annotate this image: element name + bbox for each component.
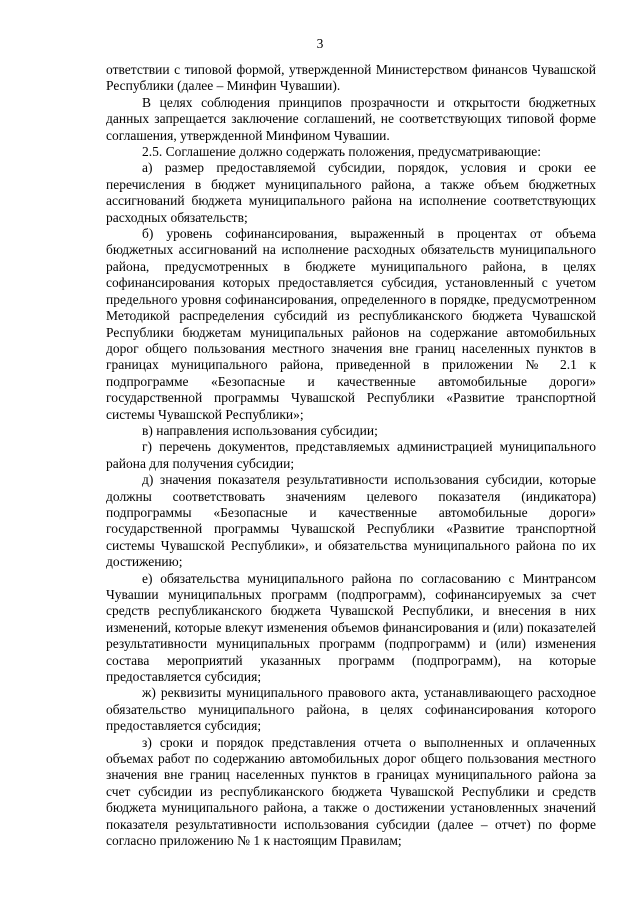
document-body (106, 62, 596, 850)
list-item-d: д) значения показателя результативности использования субсидии, которые должны соответствовать значениям целевого показателя (индикатора) подпрограммы «Безопасные и качественные автомобильные дороги» государственной программы Чувашской Республики «Развитие транспортной системы Чувашской Республики», и обязательства муниципального района по их достижению; (106, 472, 596, 570)
list-item-a: а) размер предоставляемой субсидии, порядок, условия и сроки ее перечисления в бюджет муниципального района, а также объем бюджетных ассигнований бюджета муниципального района на исполнение соответствующих расходных обязательств; (106, 160, 596, 225)
paragraph-transparency: В целях соблюдения принципов прозрачности и открытости бюджетных данных запрещается заключение соглашений, не соответствующих типовой форме соглашения, утвержденной Минфином Чувашии. (106, 94, 596, 143)
list-item-v: в) направления использования субсидии; (142, 422, 378, 438)
page-number: 3 (316, 36, 324, 51)
paragraph-continuation: ответствии с типовой формой, утвержденной Министерством финансов Чувашской Республики (далее – Минфин Чувашии). (106, 62, 596, 94)
list-item-e: е) обязательства муниципального района по согласованию с Минтрансом Чувашии муниципальных программ (подпрограмм), софинансируемых за счет средств республиканского бюджета Чувашской Республики, и внесения в них изменений, которые влекут изменения объемов финансирования и (или) показателей результативности муниципальных программ (подпрограмм) и (или) изменения состава мероприятий указанных программ (подпрограмм), на которые предоставляется субсидия; (106, 570, 596, 685)
paragraph-section-2-5: 2.5. Соглашение должно содержать положения, предусматривающие: (142, 144, 542, 160)
list-item-g: г) перечень документов, представляемых администрацией муниципального района для получения субсидии; (106, 439, 596, 471)
list-item-z: з) сроки и порядок представления отчета о выполненных и оплаченных объемах работ по содержанию автомобильных дорог общего пользования местного значения вне границ населенных пунктов в границах муниципального района за счет субсидии из республиканского бюджета Чувашской Республики и средств бюджета муниципального района, а также о достижении установленных значений показателя результативности использования субсидии (далее – отчет) по форме согласно приложению № 1 к настоящим Правилам; (106, 734, 596, 849)
list-item-zh: ж) реквизиты муниципального правового акта, устанавливающего расходное обязательство муниципального района, в целях софинансирования которого предоставляется субсидия; (106, 685, 596, 734)
list-item-b: б) уровень софинансирования, выраженный в процентах от объема бюджетных ассигнований на исполнение расходных обязательств муниципального района, предусмотренных в бюджете муниципального района, в целях софинансирования которых предоставляется субсидия, установленный с учетом предельного уровня софинансирования, определенного в порядке, предусмотренном Методикой распределения субсидий из республиканского бюджета Чувашской Республики бюджетам муниципальных районов на содержание автомобильных дорог общего пользования местного значения вне границ населенных пунктов в границах муниципального района, приведенной в приложении № 2.1 к подпрограмме «Безопасные и качественные автомобильные дороги» государственной программы Чувашской Республики «Развитие транспортной системы Чувашской Республики»; (106, 226, 596, 422)
